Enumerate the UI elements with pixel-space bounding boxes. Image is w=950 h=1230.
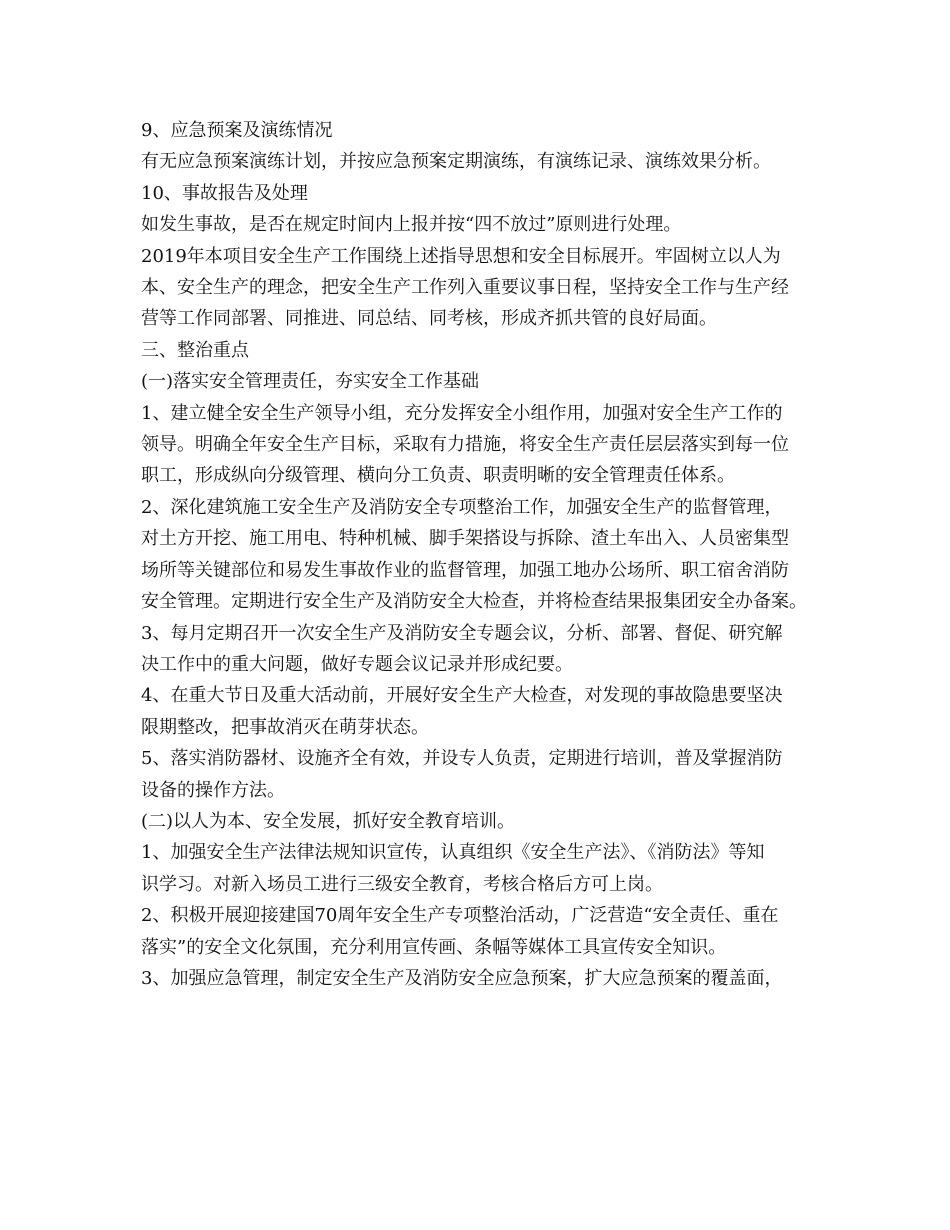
list-item: 2、积极开展迎接建国70周年安全生产专项整治活动，广泛营造“安全责任、重在 落实”的安全文化氛围，充分利用宣传画、条幅等媒体工具宣传安全知识。 <box>141 905 779 958</box>
list-item: 3、加强应急管理，制定安全生产及消防安全应急预案，扩大应急预案的覆盖面， <box>141 967 783 989</box>
paragraph-text: 2019年本项目安全生产工作围绕上述指导思想和安全目标展开。牢固树立以人为 本、安全生产的理念，把安全生产工作列入重要议事日程，坚持安全工作与生产经 营等工作同部署、同推进、同总结、同考核，形成齐抓共管的良好局面。 <box>141 245 789 330</box>
list-item: 5、落实消防器材、设施齐全有效，并设专人负责，定期进行培训，普及掌握消防 设备的操作方法。 <box>141 748 783 801</box>
list-item: 3、每月定期召开一次安全生产及消防安全专题会议，分析、部署、督促、研究解 决工作中的重大问题，做好专题会议记录并形成纪要。 <box>141 622 783 675</box>
paragraph-text: 如发生事故，是否在规定时间内上报并按“四不放过”原则进行处理。 <box>141 214 682 236</box>
paragraph-text: 有无应急预案演练计划，并按应急预案定期演练，有演练记录、演练效果分析。 <box>141 151 771 173</box>
list-item: 1、加强安全生产法律法规知识宣传，认真组织《安全生产法》、《消防法》等知 识学习。对新入场员工进行三级安全教育，考核合格后方可上岗。 <box>141 842 765 895</box>
document-body <box>141 115 821 994</box>
section-heading-key-rectification: 三、整治重点 <box>141 339 249 361</box>
list-item: 2、深化建筑施工安全生产及消防安全专项整治工作，加强安全生产的监督管理， 对土方开挖、施工用电、特种机械、脚手架搭设与拆除、渣土车出入、人员密集型 场所等关键部位和易发生事故作业的监督管理，加强工地办公场所、职工宿舍消防 安全管理。定期进行安全生产及消防安全大检查，并将检查结果报集团安全办备案。 <box>141 496 807 613</box>
heading-accident-report: 10、事故报告及处理 <box>141 182 308 204</box>
heading-emergency-plan: 9、应急预案及演练情况 <box>141 120 333 141</box>
list-item: 4、在重大节日及重大活动前，开展好安全生产大检查，对发现的事故隐患要坚决 限期整改，把事故消灭在萌芽状态。 <box>141 685 783 738</box>
subsection-heading: (二)以人为本、安全发展，抓好安全教育培训。 <box>141 810 516 832</box>
list-item: 1、建立健全安全生产领导小组，充分发挥安全小组作用，加强对安全生产工作的 领导。明确全年安全生产目标，采取有力措施，将安全生产责任层层落实到每一位 职工，形成纵向分级管理、横向分工负责、职责明晰的安全管理责任体系。 <box>141 402 789 487</box>
subsection-heading: (一)落实安全管理责任，夯实安全工作基础 <box>141 371 480 393</box>
